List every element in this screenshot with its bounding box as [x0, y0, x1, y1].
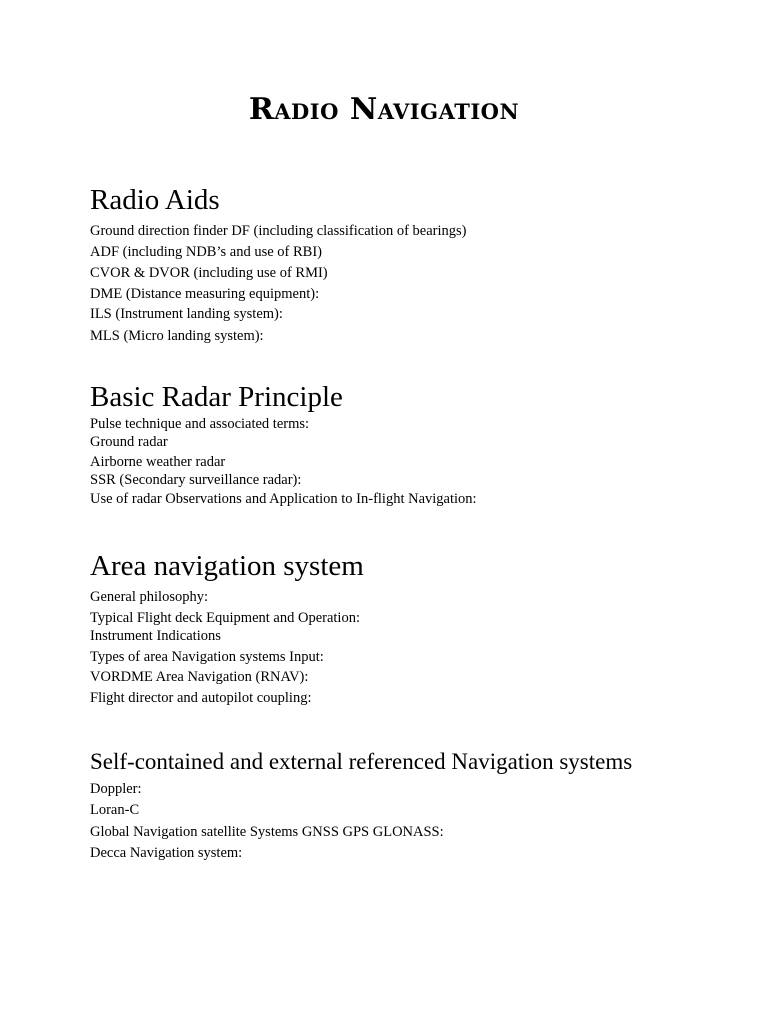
list-item: MLS (Micro landing system):: [90, 328, 264, 344]
list-item: ILS (Instrument landing system):: [90, 306, 283, 322]
list-item: Global Navigation satellite Systems GNSS GPS GLONASS:: [90, 824, 444, 840]
section-heading-basic-radar-principle: Basic Radar Principle: [90, 381, 343, 413]
list-item: Typical Flight deck Equipment and Operation:: [90, 610, 360, 626]
list-item: Use of radar Observations and Application to In-flight Navigation:: [90, 491, 477, 507]
list-item: Doppler:: [90, 781, 142, 797]
list-item: ADF (including NDB’s and use of RBI): [90, 244, 322, 260]
list-item: Airborne weather radar: [90, 454, 226, 470]
list-item: Types of area Navigation systems Input:: [90, 649, 324, 665]
list-item: General philosophy:: [90, 589, 208, 605]
list-item: Flight director and autopilot coupling:: [90, 690, 312, 706]
list-item: SSR (Secondary surveillance radar):: [90, 472, 302, 488]
section-heading-self-contained-navigation: Self-contained and external referenced Navigation systems: [90, 749, 633, 774]
list-item: CVOR & DVOR (including use of RMI): [90, 265, 328, 281]
section-heading-area-navigation-system: Area navigation system: [90, 550, 364, 582]
list-item: Instrument Indications: [90, 628, 221, 644]
list-item: Ground direction finder DF (including classification of bearings): [90, 223, 467, 239]
page-title: Radio Navigation: [248, 92, 520, 127]
section-heading-radio-aids: Radio Aids: [90, 184, 220, 216]
list-item: Loran-C: [90, 802, 140, 818]
list-item: Pulse technique and associated terms:: [90, 416, 310, 432]
list-item: Ground radar: [90, 434, 168, 450]
list-item: Decca Navigation system:: [90, 845, 243, 861]
list-item: VORDME Area Navigation (RNAV):: [90, 669, 309, 685]
list-item: DME (Distance measuring equipment):: [90, 286, 320, 302]
